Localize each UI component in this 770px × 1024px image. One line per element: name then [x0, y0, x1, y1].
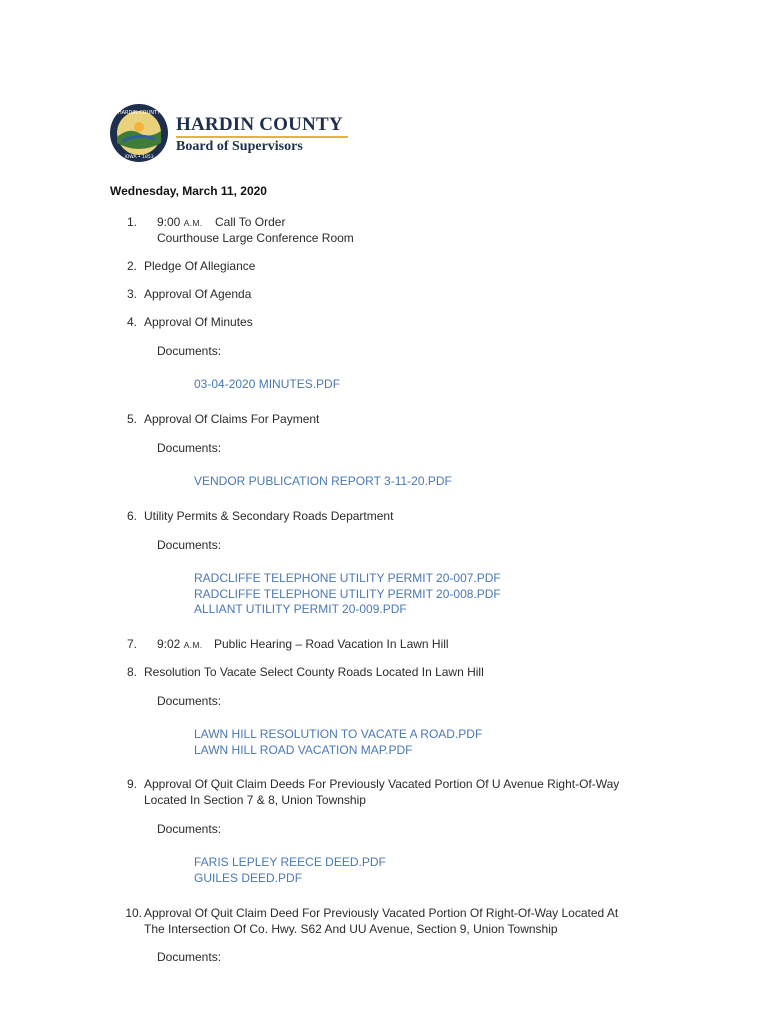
item-number: 5.	[126, 412, 137, 426]
documents-label: Documents:	[157, 441, 222, 455]
document-link[interactable]: RADCLIFFE TELEPHONE UTILITY PERMIT 20-007.PDF	[194, 571, 501, 585]
organization-name: HARDIN COUNTY	[176, 114, 343, 135]
item-title: Approval Of Quit Claim Deed For Previously Vacated Portion Of Right-Of-Way Located At	[144, 906, 619, 920]
documents-label: Documents:	[157, 538, 222, 552]
seal-ring-bottom-text: IOWA • 1853	[124, 155, 154, 160]
item-time: 9:02 A.M.	[157, 637, 203, 651]
item-title: Approval Of Minutes	[144, 315, 253, 329]
organization-subtitle: Board of Supervisors	[176, 139, 303, 154]
seal-ring-top-text: HARDIN COUNTY	[117, 110, 161, 116]
item-title: Public Hearing – Road Vacation In Lawn Hill	[214, 637, 449, 651]
item-title: Resolution To Vacate Select County Roads Located In Lawn Hill	[144, 665, 484, 679]
county-seal-logo	[109, 103, 169, 163]
item-number: 10.	[125, 906, 142, 920]
item-title-continued: The Intersection Of Co. Hwy. S62 And UU Avenue, Section 9, Union Township	[144, 922, 558, 936]
item-title: Pledge Of Allegiance	[144, 259, 256, 273]
item-title: Call To Order	[215, 215, 286, 229]
item-title: Utility Permits & Secondary Roads Department	[144, 509, 394, 523]
meeting-date: Wednesday, March 11, 2020	[110, 184, 267, 198]
item-number: 9.	[126, 777, 137, 791]
document-link[interactable]: GUILES DEED.PDF	[194, 871, 303, 885]
item-number: 7.	[126, 637, 137, 651]
document-link[interactable]: FARIS LEPLEY REECE DEED.PDF	[194, 855, 386, 869]
document-link[interactable]: VENDOR PUBLICATION REPORT 3-11-20.PDF	[194, 474, 452, 488]
documents-label: Documents:	[157, 950, 222, 964]
item-number: 1.	[126, 215, 137, 229]
documents-label: Documents:	[157, 344, 222, 358]
item-location: Courthouse Large Conference Room	[157, 231, 354, 245]
header-divider	[176, 136, 348, 138]
document-link[interactable]: 03-04-2020 MINUTES.PDF	[194, 377, 341, 391]
item-title: Approval Of Quit Claim Deeds For Previously Vacated Portion Of U Avenue Right-Of-Way	[144, 777, 620, 791]
item-time: 9:00 A.M.	[157, 215, 203, 229]
item-title: Approval Of Claims For Payment	[144, 412, 320, 426]
item-number: 2.	[126, 259, 137, 273]
documents-label: Documents:	[157, 822, 222, 836]
document-link[interactable]: ALLIANT UTILITY PERMIT 20-009.PDF	[194, 602, 407, 616]
item-number: 6.	[126, 509, 137, 523]
item-number: 3.	[126, 287, 137, 301]
document-link[interactable]: LAWN HILL ROAD VACATION MAP.PDF	[194, 743, 413, 757]
item-title-continued: Located In Section 7 & 8, Union Township	[144, 793, 366, 807]
documents-label: Documents:	[157, 694, 222, 708]
county-header	[109, 103, 369, 165]
document-link[interactable]: LAWN HILL RESOLUTION TO VACATE A ROAD.PDF	[194, 727, 483, 741]
item-number: 4.	[126, 315, 137, 329]
item-number: 8.	[126, 665, 137, 679]
item-title: Approval Of Agenda	[144, 287, 252, 301]
document-link[interactable]: RADCLIFFE TELEPHONE UTILITY PERMIT 20-008.PDF	[194, 587, 501, 601]
